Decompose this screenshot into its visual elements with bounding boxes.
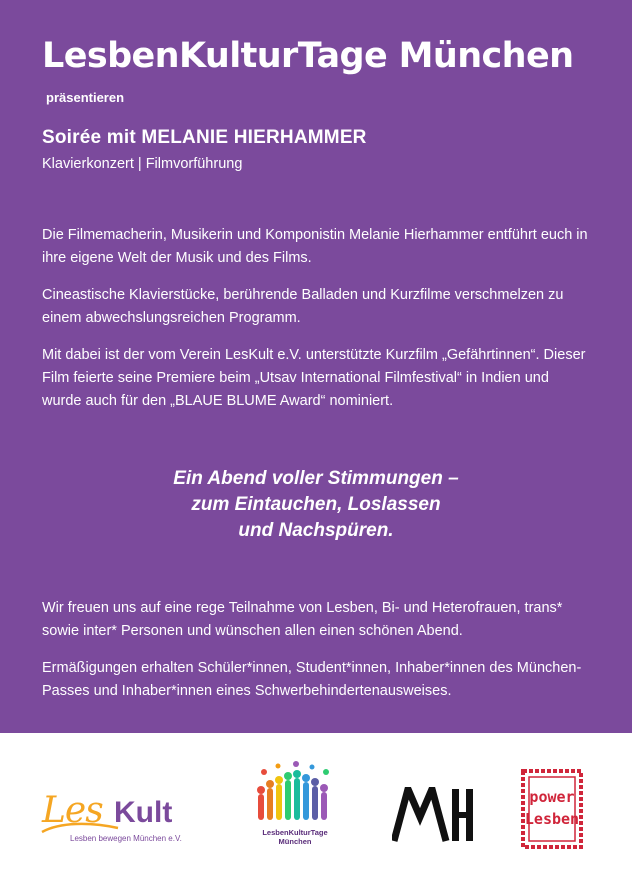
program-paragraph: Cineastische Klavierstücke, berührende Balladen und Kurzfilme verschmelzen zu einem abwechslungsreichen Programm. xyxy=(42,287,564,326)
leskult-logo xyxy=(40,790,200,850)
welcome-paragraph: Wir freuen uns auf eine rege Teilnahme von Lesben, Bi- und Heterofrauen, trans* sowie inter* Personen und wünschen allen einen schönen Abend. xyxy=(42,600,563,639)
quote-line: und Nachspüren. xyxy=(238,520,394,541)
mh-monogram-icon xyxy=(392,787,474,843)
page-title: LesbenKulturTage München xyxy=(42,36,574,76)
event-subtitle: Klavierkonzert | Filmvorführung xyxy=(42,156,243,172)
leskult-kult-text: Kult xyxy=(114,796,173,829)
lesbenkulturtage-name xyxy=(250,828,340,846)
lesbenkulturtage-logo xyxy=(250,760,340,855)
highlight-quote xyxy=(0,466,632,544)
leskult-les-text: Les xyxy=(42,790,103,831)
discount-paragraph: Ermäßigungen erhalten Schüler*innen, Student*innen, Inhaber*innen des München-Passes und Inhaber*innen eines Schwerbehindertenausweises. xyxy=(42,660,582,699)
intro-paragraph: Die Filmemacherin, Musikerin und Komponistin Melanie Hierhammer entführt euch in ihre eigene Welt der Musik und des Films. xyxy=(42,227,588,266)
powerlesben-logo xyxy=(520,768,584,850)
lesbenkulturtage-line2: München xyxy=(278,837,312,846)
crowd-rainbow-icon xyxy=(250,760,340,826)
film-paragraph: Mit dabei ist der vom Verein LesKult e.V. unterstützte Kurzfilm „Gefährtinnen“. Dieser Film feierte seine Premiere beim „Utsav International Filmfestival“ in Indien und wurde auch für den „BLAUE BLUME Award“ nominiert. xyxy=(42,347,586,409)
quote-line: Ein Abend voller Stimmungen – xyxy=(173,468,459,489)
powerlesben-line2: Lesben xyxy=(524,810,580,828)
mh-logo xyxy=(392,787,474,843)
powerlesben-line1: power xyxy=(529,788,575,806)
presents-label: präsentieren xyxy=(46,90,125,105)
stamp-frame-icon xyxy=(520,768,584,850)
quote-line: zum Eintauchen, Loslassen xyxy=(191,494,441,515)
leskult-tagline: Lesben bewegen München e.V. xyxy=(70,834,182,843)
lesbenkulturtage-line1: LesbenKulturTage xyxy=(262,828,328,837)
event-title: Soirée mit MELANIE HIERHAMMER xyxy=(42,127,367,148)
